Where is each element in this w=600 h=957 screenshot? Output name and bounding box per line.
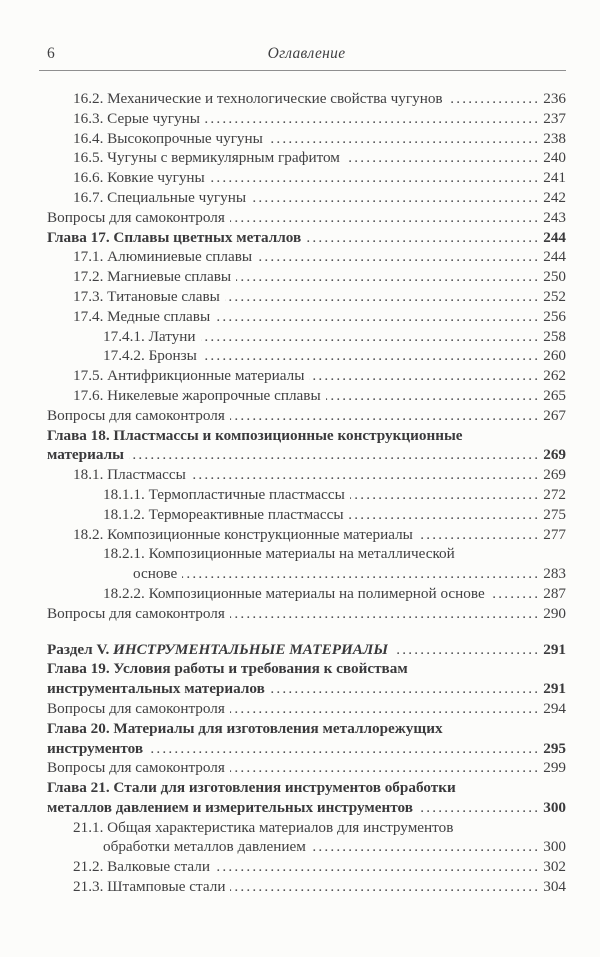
toc-entry [47, 544, 566, 564]
toc-entry [47, 366, 566, 386]
page-header [39, 45, 566, 71]
toc-entry [47, 465, 566, 485]
toc-page-ref: 252 [543, 287, 566, 305]
toc-entry-segment: Вопросы для самоконтроля [47, 699, 225, 717]
toc-entry-segment: 16.3. Серые чугуны [73, 109, 200, 127]
dot-leader [393, 640, 540, 660]
toc-entry-text [47, 758, 225, 778]
toc-entry-segment: Глава 20. Материалы для изготовления металлорежущих [47, 719, 443, 737]
toc-page-ref: 236 [543, 90, 566, 107]
dot-leader [148, 739, 540, 759]
toc-entry-text [47, 208, 225, 228]
toc-entry [47, 659, 566, 679]
dot-leader [182, 564, 540, 584]
dot-leader [201, 327, 541, 347]
toc-entry [47, 679, 566, 699]
toc-entry-segment: 17.4. Медные сплавы [73, 307, 211, 325]
dot-leader [345, 148, 540, 168]
toc-page-ref: 267 [543, 406, 566, 424]
toc-entry-segment: Раздел V. [47, 640, 114, 658]
toc-entry-text [73, 386, 321, 406]
dot-leader [225, 287, 540, 307]
toc-entry-text [103, 485, 345, 505]
toc-page-ref: 244 [543, 248, 566, 266]
toc-page-ref: 300 [543, 798, 566, 816]
dot-leader [230, 208, 540, 228]
toc-entry-text [73, 267, 231, 287]
toc-entry [47, 267, 566, 287]
toc-entry [47, 604, 566, 624]
dot-leader [191, 465, 540, 485]
toc-entry-segment: 16.7. Специальные чугуны [73, 188, 247, 206]
toc-entry [47, 228, 566, 248]
toc-entry-text [47, 659, 408, 679]
dot-leader [306, 228, 540, 248]
toc-entry [47, 287, 566, 307]
toc-entry-segment: Вопросы для самоконтроля [47, 406, 225, 424]
toc-page-ref: 269 [543, 466, 566, 484]
toc-entry [47, 877, 566, 897]
toc-page-ref: 287 [543, 584, 566, 602]
toc-entry-segment: 18.1. Пластмассы [73, 466, 186, 484]
toc-page-ref: 241 [543, 169, 566, 187]
toc-entry-text [73, 109, 200, 129]
toc-page-ref: 258 [543, 327, 566, 345]
toc-entry-text [73, 168, 205, 188]
toc-page-ref: 256 [543, 307, 566, 325]
toc-page-ref: 269 [543, 446, 566, 464]
toc-entry-text [103, 544, 455, 564]
toc-entry-segment: 17.4.1. Латуни [103, 327, 196, 345]
toc-entry [47, 798, 566, 818]
dot-leader [257, 247, 540, 267]
toc-entry [47, 485, 566, 505]
toc-entry-text [47, 406, 225, 426]
toc-entry [47, 739, 566, 759]
toc-entry-segment: Вопросы для самоконтроля [47, 759, 225, 777]
toc-entry-segment: 17.5. Антифрикционные материалы [73, 367, 305, 385]
toc-entry-segment: 18.2.1. Композиционные материалы на металлической [103, 545, 455, 563]
toc-entry-segment: 17.1. Алюминиевые сплавы [73, 248, 253, 266]
toc-entry [47, 346, 566, 366]
toc-entry [47, 307, 566, 327]
toc-list [47, 89, 566, 897]
dot-leader [230, 877, 540, 897]
dot-leader [236, 267, 540, 287]
toc-entry-text [103, 584, 485, 604]
toc-entry [47, 837, 566, 857]
toc-entry-segment: 18.2.2. Композиционные материалы на полимерной основе [103, 584, 485, 602]
toc-page-ref: 262 [543, 367, 566, 385]
toc-page-ref: 304 [543, 878, 566, 896]
dot-leader [205, 109, 540, 129]
toc-entry [47, 445, 566, 465]
toc-page-ref: 243 [543, 208, 566, 226]
toc-entry-text [47, 445, 124, 465]
toc-entry-segment: 17.4.2. Бронзы [103, 347, 197, 365]
toc-entry [47, 386, 566, 406]
dot-leader [215, 857, 540, 877]
toc-entry-text [47, 739, 143, 759]
toc-entry-segment: 16.6. Ковкие чугуны [73, 169, 205, 187]
toc-entry [47, 758, 566, 778]
toc-page-ref: 238 [543, 129, 566, 147]
toc-entry [47, 148, 566, 168]
toc-page-ref: 299 [543, 759, 566, 777]
toc-page-ref: 240 [543, 149, 566, 167]
toc-entry-text [103, 837, 306, 857]
toc-entry-text [133, 564, 177, 584]
page-number: 6 [47, 45, 55, 62]
dot-leader [129, 445, 540, 465]
toc-entry [47, 719, 566, 739]
toc-entry-text [47, 228, 301, 248]
toc-entry [47, 778, 566, 798]
toc-page-ref: 250 [543, 268, 566, 286]
toc-entry-segment: ИНСТРУМЕНТАЛЬНЫЕ МАТЕРИАЛЫ [113, 640, 389, 658]
toc-entry-text [73, 247, 252, 267]
dot-leader [230, 758, 540, 778]
toc-entry [47, 525, 566, 545]
dot-leader [230, 699, 540, 719]
toc-entry-text [73, 818, 453, 838]
dot-leader [230, 604, 540, 624]
toc-entry-segment: материалы [47, 446, 124, 464]
toc-entry-text [73, 188, 246, 208]
toc-page-ref: 244 [543, 228, 566, 246]
toc-page-ref: 242 [543, 188, 566, 206]
toc-entry [47, 168, 566, 188]
toc-page-ref: 291 [543, 640, 566, 658]
dot-leader [202, 346, 540, 366]
toc-entry-segment: инструментальных материалов [47, 680, 265, 698]
toc-entry [47, 564, 566, 584]
toc-page-ref: 302 [543, 858, 566, 876]
toc-entry-text [73, 89, 443, 109]
toc-entry-segment: Вопросы для самоконтроля [47, 604, 225, 622]
toc-entry [47, 129, 566, 149]
toc-page-ref: 265 [543, 386, 566, 404]
toc-page-ref: 291 [543, 680, 566, 698]
toc-entry-segment: обработки металлов давлением [103, 838, 306, 856]
toc-entry-text [103, 505, 344, 525]
toc-page-ref: 300 [543, 838, 566, 856]
toc-entry-segment: 16.5. Чугуны с вермикулярным графитом [73, 149, 340, 167]
toc-entry [47, 247, 566, 267]
toc-entry-segment: 16.2. Механические и технологические свойства чугунов [73, 90, 443, 107]
toc-entry-segment: Глава 18. Пластмассы и композиционные конструкционные [47, 426, 463, 444]
toc-page-ref: 277 [543, 525, 566, 543]
toc-entry-segment: Глава 19. Условия работы и требования к свойствам [47, 660, 408, 678]
dot-leader [349, 505, 541, 525]
toc-entry-text [47, 778, 456, 798]
toc-entry-segment: Глава 21. Стали для изготовления инструментов обработки [47, 779, 456, 797]
dot-leader [448, 89, 541, 109]
toc-entry-segment: 21.2. Валковые стали [73, 858, 211, 876]
toc-entry [47, 89, 566, 109]
dot-leader [309, 366, 540, 386]
toc-entry-text [103, 327, 196, 347]
toc-entry-text [47, 426, 463, 446]
toc-entry-segment: 21.1. Общая характеристика материалов для инструментов [73, 818, 454, 836]
toc-entry-segment: Глава 17. Сплавы цветных металлов [47, 228, 302, 246]
dot-leader [251, 188, 540, 208]
toc-entry-text [47, 679, 265, 699]
toc-entry-text [47, 719, 443, 739]
dot-leader [326, 386, 541, 406]
toc-entry-segment: 18.2. Композиционные конструкционные материалы [73, 525, 413, 543]
toc-entry-text [73, 465, 186, 485]
toc-page-ref: 237 [543, 109, 566, 127]
toc-entry [47, 327, 566, 347]
toc-entry-segment: основе [133, 565, 178, 583]
toc-entry-segment: 18.1.1. Термопластичные пластмассы [103, 485, 345, 503]
toc-page-ref: 295 [543, 739, 566, 757]
toc-entry [47, 208, 566, 228]
toc-entry-segment: Вопросы для самоконтроля [47, 208, 225, 226]
toc-entry-segment: 16.4. Высокопрочные чугуны [73, 129, 263, 147]
dot-leader [268, 129, 540, 149]
toc-page-ref: 290 [543, 604, 566, 622]
dot-leader [418, 525, 540, 545]
toc-entry-text [73, 525, 413, 545]
toc-page-ref: 275 [543, 505, 566, 523]
toc-entry-segment: 17.6. Никелевые жаропрочные сплавы [73, 386, 321, 404]
dot-leader [210, 168, 540, 188]
dot-leader [215, 307, 540, 327]
toc-entry-segment: 21.3. Штамповые стали [73, 878, 226, 896]
toc-entry [47, 818, 566, 838]
toc-entry [47, 857, 566, 877]
dot-leader [350, 485, 540, 505]
toc-entry [47, 505, 566, 525]
toc-entry-text [73, 287, 220, 307]
toc-entry [47, 406, 566, 426]
toc-page-ref: 283 [543, 565, 566, 583]
toc-entry-text [47, 699, 225, 719]
dot-leader [270, 679, 540, 699]
toc-entry-text [73, 366, 304, 386]
dot-leader [490, 584, 541, 604]
toc-entry-text [73, 148, 340, 168]
toc-entry [47, 188, 566, 208]
dot-leader [311, 837, 540, 857]
toc-entry-segment: 17.3. Титановые славы [73, 287, 220, 305]
toc-entry-segment: металлов давлением и измерительных инструментов [47, 798, 413, 816]
toc-entry-text [73, 857, 210, 877]
toc-entry-segment: инструментов [47, 739, 144, 757]
toc-page-ref: 272 [543, 485, 566, 503]
toc-entry-text [73, 307, 210, 327]
toc-entry [47, 109, 566, 129]
toc-entry [47, 699, 566, 719]
toc-entry-text [47, 640, 388, 660]
dot-leader [418, 798, 540, 818]
page-title: Оглавление [267, 45, 346, 62]
toc-entry-segment: 17.2. Магниевые сплавы [73, 268, 232, 286]
toc-entry-text [47, 604, 225, 624]
toc-entry-text [73, 877, 225, 897]
toc-page-ref: 260 [543, 347, 566, 365]
toc-page-ref: 294 [543, 699, 566, 717]
toc-entry [47, 426, 566, 446]
dot-leader [230, 406, 540, 426]
toc-entry-segment: 18.1.2. Термореактивные пластмассы [103, 505, 344, 523]
toc-entry-text [73, 129, 263, 149]
toc-entry [47, 640, 566, 660]
toc-entry-text [103, 346, 197, 366]
toc-entry [47, 584, 566, 604]
toc-entry-text [47, 798, 413, 818]
